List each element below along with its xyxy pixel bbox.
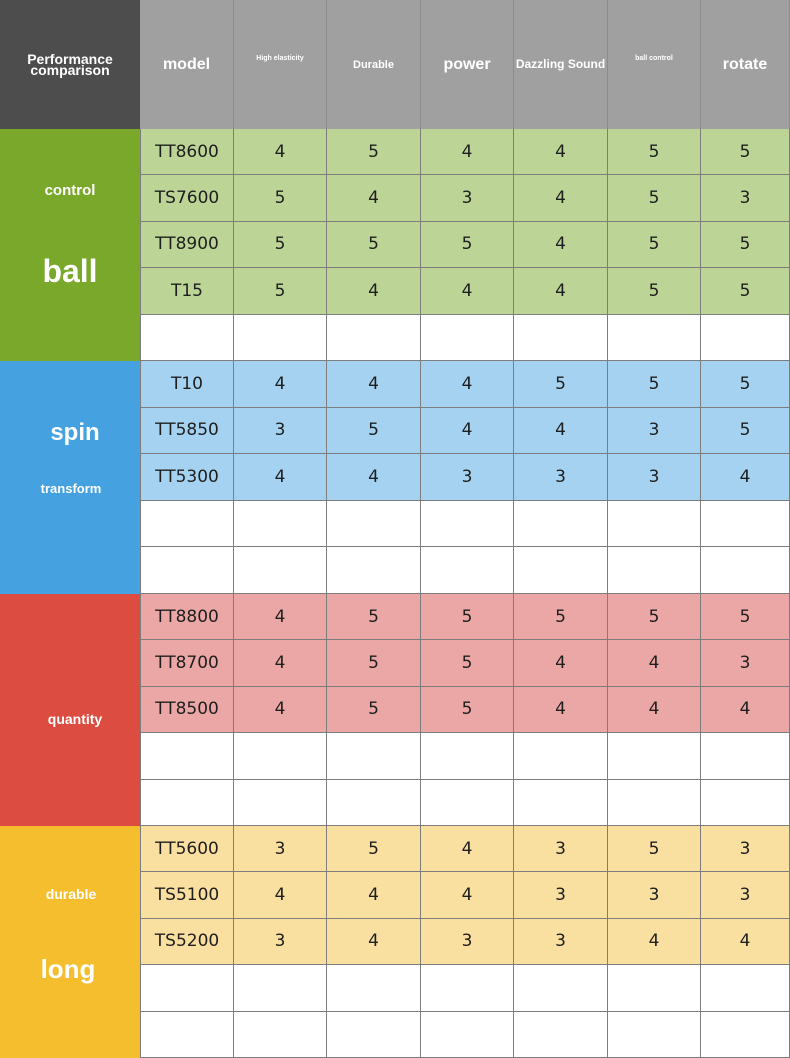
empty-cell [234,547,327,594]
score-cell: 4 [234,454,327,501]
score-cell: 3 [421,454,514,501]
empty-row [140,780,790,826]
score-cell: 5 [701,268,790,314]
empty-row [140,501,790,548]
score-cell: 5 [327,408,421,455]
score-cell: 5 [327,222,421,268]
score-cell: 5 [608,222,701,268]
score-cell: 4 [421,826,514,872]
table-row [140,268,790,314]
empty-cell [140,547,234,594]
category-label-durable: durable [45,886,97,902]
score-cell: 5 [234,175,327,221]
header-model: model [140,0,234,129]
table-row [140,222,790,268]
score-cell: 4 [327,872,421,918]
score-cell: 5 [421,594,514,640]
score-cell: 4 [327,454,421,501]
empty-cell [327,315,421,361]
empty-cell [701,547,790,594]
empty-cell [514,780,608,826]
header-power: power [421,0,514,129]
score-cell: 3 [421,175,514,221]
empty-cell [327,780,421,826]
model-cell: TT8800 [140,594,234,640]
category-label-control: control [44,182,96,199]
score-cell: 4 [701,454,790,501]
model-cell: TS7600 [140,175,234,221]
empty-cell [608,315,701,361]
score-cell: 3 [234,919,327,965]
model-cell: T10 [140,361,234,408]
empty-cell [234,501,327,548]
score-cell: 3 [608,454,701,501]
score-cell: 4 [327,268,421,314]
empty-cell [421,733,514,779]
table-row [140,640,790,686]
score-cell: 4 [327,175,421,221]
model-cell: TS5100 [140,872,234,918]
table-row [140,826,790,872]
score-cell: 4 [327,919,421,965]
score-cell: 4 [421,872,514,918]
empty-cell [140,315,234,361]
empty-cell [234,780,327,826]
score-cell: 3 [234,408,327,455]
score-cell: 3 [701,872,790,918]
empty-cell [701,965,790,1011]
category-label-long: long [40,954,96,984]
empty-row [140,315,790,361]
table-row [140,408,790,455]
score-cell: 4 [421,361,514,408]
score-cell: 5 [421,222,514,268]
empty-cell [514,501,608,548]
score-cell: 5 [608,175,701,221]
score-cell: 4 [234,640,327,686]
table-row [140,129,790,175]
header-ball-control: ball control [608,0,701,129]
empty-cell [514,315,608,361]
table-row [140,594,790,640]
score-cell: 3 [421,919,514,965]
empty-cell [327,1012,421,1058]
score-cell: 4 [327,361,421,408]
empty-cell [421,965,514,1011]
score-cell: 4 [701,919,790,965]
empty-cell [514,965,608,1011]
score-cell: 4 [234,594,327,640]
score-cell: 4 [514,268,608,314]
empty-cell [514,733,608,779]
score-cell: 3 [701,175,790,221]
table-row [140,919,790,965]
category-durable-long [0,826,140,1058]
score-cell: 5 [234,222,327,268]
category-quantity [0,594,140,826]
empty-cell [140,965,234,1011]
empty-cell [608,733,701,779]
table-row [140,687,790,733]
score-cell: 4 [514,687,608,733]
score-cell: 3 [608,408,701,455]
score-cell: 4 [514,175,608,221]
score-cell: 4 [421,408,514,455]
score-cell: 3 [514,872,608,918]
empty-cell [140,733,234,779]
score-cell: 5 [608,268,701,314]
empty-row [140,733,790,779]
table-row [140,454,790,501]
category-label-transform: transform [40,481,102,496]
score-cell: 5 [327,687,421,733]
empty-cell [608,965,701,1011]
score-cell: 5 [608,594,701,640]
empty-cell [234,315,327,361]
model-cell: TT8500 [140,687,234,733]
empty-cell [421,501,514,548]
score-cell: 5 [701,408,790,455]
model-cell: TT8700 [140,640,234,686]
score-cell: 3 [234,826,327,872]
empty-cell [608,780,701,826]
score-cell: 5 [421,640,514,686]
score-cell: 3 [514,826,608,872]
table-row [140,361,790,408]
score-cell: 4 [608,919,701,965]
score-cell: 4 [608,640,701,686]
score-cell: 5 [327,826,421,872]
model-cell: T15 [140,268,234,314]
empty-cell [608,547,701,594]
empty-cell [140,780,234,826]
empty-cell [327,547,421,594]
score-cell: 5 [608,826,701,872]
score-cell: 4 [514,640,608,686]
score-cell: 4 [234,361,327,408]
model-cell: TT8900 [140,222,234,268]
score-cell: 5 [514,594,608,640]
score-cell: 3 [514,454,608,501]
empty-cell [701,1012,790,1058]
category-label-quantity: quantity [47,711,103,727]
score-cell: 3 [701,826,790,872]
empty-cell [327,965,421,1011]
category-label-spin: spin [50,419,100,446]
empty-cell [234,1012,327,1058]
empty-cell [421,547,514,594]
score-cell: 5 [701,222,790,268]
header-durable: Durable [327,0,421,129]
score-cell: 5 [514,361,608,408]
score-cell: 4 [234,129,327,175]
model-cell: TT5600 [140,826,234,872]
header-corner-title: Performance comparison [0,0,140,129]
empty-row [140,1012,790,1058]
table-row [140,175,790,221]
empty-row [140,965,790,1011]
empty-cell [701,501,790,548]
score-cell: 5 [701,594,790,640]
empty-cell [234,733,327,779]
score-cell: 5 [608,361,701,408]
score-cell: 3 [514,919,608,965]
empty-cell [701,733,790,779]
score-cell: 4 [608,687,701,733]
empty-cell [701,780,790,826]
empty-cell [701,315,790,361]
empty-cell [514,547,608,594]
table-row [140,872,790,918]
score-cell: 5 [234,268,327,314]
empty-cell [234,965,327,1011]
empty-cell [327,501,421,548]
score-cell: 3 [701,640,790,686]
score-cell: 5 [701,361,790,408]
empty-cell [608,501,701,548]
header-high-elasticity: High elasticity [234,0,327,129]
score-cell: 4 [421,268,514,314]
category-spin-transform [0,361,140,594]
score-cell: 5 [327,640,421,686]
category-control-ball [0,129,140,361]
empty-cell [608,1012,701,1058]
model-cell: TT8600 [140,129,234,175]
empty-cell [327,733,421,779]
empty-cell [421,780,514,826]
score-cell: 4 [514,222,608,268]
score-cell: 4 [514,408,608,455]
model-cell: TS5200 [140,919,234,965]
empty-row [140,547,790,594]
category-label-ball: ball [42,253,98,289]
score-cell: 5 [608,129,701,175]
score-cell: 4 [514,129,608,175]
empty-cell [140,501,234,548]
score-cell: 5 [327,594,421,640]
model-cell: TT5850 [140,408,234,455]
score-cell: 3 [608,872,701,918]
empty-cell [514,1012,608,1058]
score-cell: 5 [701,129,790,175]
score-cell: 4 [234,687,327,733]
empty-cell [421,315,514,361]
score-cell: 5 [421,687,514,733]
header-dazzling-sound: Dazzling Sound [514,0,608,129]
score-cell: 4 [234,872,327,918]
empty-cell [140,1012,234,1058]
empty-cell [421,1012,514,1058]
score-cell: 4 [421,129,514,175]
score-cell: 5 [327,129,421,175]
score-cell: 4 [701,687,790,733]
header-rotate: rotate [701,0,790,129]
model-cell: TT5300 [140,454,234,501]
